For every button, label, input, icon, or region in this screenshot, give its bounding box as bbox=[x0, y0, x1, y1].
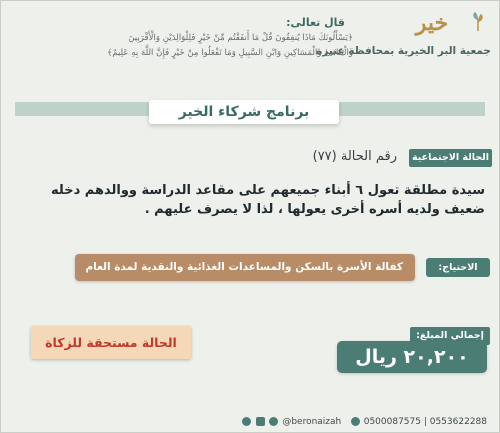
quran-verse bbox=[23, 15, 353, 67]
instagram-icon bbox=[256, 417, 265, 426]
snapchat-icon bbox=[242, 417, 251, 426]
organization-name: جمعية البر الخيرية بمحافظة عنيزة bbox=[316, 45, 491, 57]
verse-intro: قال تعالى: bbox=[286, 16, 345, 29]
program-banner bbox=[149, 100, 339, 124]
case-description: سيدة مطلقة تعول ٦ أبناء جميعهم على مقاعد الدراسة ووالدهم دخله ضعيف ولديه أسره أخرى يعولها ، لذا لا يصرف عليهم . bbox=[51, 183, 485, 217]
amount-box bbox=[337, 341, 487, 373]
need-label: الاحتياج: bbox=[426, 258, 490, 277]
contact-footer bbox=[1, 412, 499, 432]
organization-logo bbox=[316, 10, 491, 61]
whatsapp-icon bbox=[351, 417, 360, 426]
program-title: برنامج شركاء الخير bbox=[178, 104, 310, 120]
sprout-icon bbox=[471, 11, 485, 31]
zakat-badge bbox=[31, 326, 191, 359]
amount-value: ٢٠,٢٠٠ ريال bbox=[355, 346, 469, 368]
need-box bbox=[75, 254, 415, 281]
phone-numbers[interactable]: 0500087575 | 0553622288 bbox=[363, 417, 487, 427]
case-type-label: الحالة الاجتماعية bbox=[409, 149, 492, 167]
verse-line-2: وَالْيَتَامَىٰ وَالْمَسَاكِينِ وَابْنِ السَّبِيلِ وَمَا تَفْعَلُوا مِنْ خَيْرٍ فَإِنَّ اللَّهَ بِهِ عَلِيمٌ﴾ bbox=[107, 48, 353, 58]
verse-line-1: ﴿يَسْأَلُونَكَ مَاذَا يُنفِقُونَ قُلْ مَا أَنفَقْتُم مِّنْ خَيْرٍ فَلِلْوَالِدَيْنِ وَالْأَقْرَبِينَ bbox=[128, 33, 353, 43]
social-handle[interactable]: @beronaizah bbox=[282, 417, 342, 427]
need-text: كفالة الأسرة بالسكن والمساعدات الغذائية والنقدية لمدة العام bbox=[85, 261, 403, 273]
case-number: رقم الحالة (٧٧) bbox=[312, 149, 397, 164]
twitter-icon bbox=[269, 417, 278, 426]
logo-glyph: خير bbox=[415, 10, 449, 36]
zakat-text: الحالة مستحقة للزكاة bbox=[45, 335, 177, 350]
amount-label: إجمالي المبلغ: bbox=[410, 327, 490, 345]
